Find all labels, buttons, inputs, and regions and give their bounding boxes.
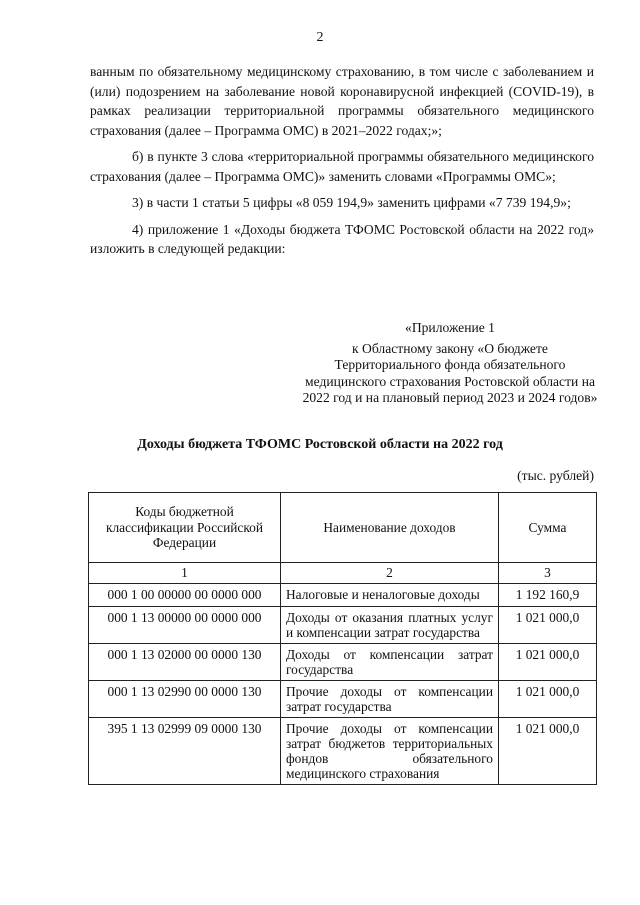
table-row [89, 644, 597, 681]
paragraph-continuation: ванным по обязательному медицинскому страхованию, в том числе с заболеванием и (или) подозрением на заболевание новой коронавирусной инфекцией (COVID-19), в рамках реализации территориальной программы обязательного медицинского страхования (далее – Программа ОМС) в 2021–2022 годах;»; [90, 64, 594, 138]
paragraph-item-3: 3) в части 1 статьи 5 цифры «8 059 194,9» заменить цифрами «7 739 194,9»; [132, 195, 571, 210]
row-sum: 1 192 160,9 [499, 584, 597, 607]
table-units: (тыс. рублей) [517, 468, 594, 483]
page-number: 2 [316, 30, 324, 45]
row-sum: 1 021 000,0 [499, 607, 597, 644]
column-number: 1 [89, 563, 281, 584]
body-text [90, 62, 594, 266]
table-title: Доходы бюджета ТФОМС Ростовской области на 2022 год [137, 437, 503, 452]
row-code: 000 1 13 02990 00 0000 130 [89, 681, 281, 718]
row-code: 395 1 13 02999 09 0000 130 [89, 718, 281, 785]
column-number: 2 [281, 563, 499, 584]
paragraph-item-4: 4) приложение 1 «Доходы бюджета ТФОМС Ростовской области на 2022 год» изложить в следующей редакции: [90, 221, 594, 256]
header-sum: Сумма [499, 493, 597, 563]
row-sum: 1 021 000,0 [499, 644, 597, 681]
row-name: Прочие доходы от компенсации затрат бюджетов территориальных фондов обязательного медицинского страхования [281, 718, 499, 785]
appendix-text: к Областному закону «О бюджете Территориального фонда обязательного медицинского страхования Ростовской области на 2022 год и на плановый период 2023 и 2024 годов» [302, 340, 598, 405]
row-sum: 1 021 000,0 [499, 681, 597, 718]
row-code: 000 1 13 00000 00 0000 000 [89, 607, 281, 644]
table-row [89, 718, 597, 785]
header-name: Наименование доходов [281, 493, 499, 563]
row-name: Доходы от компенсации затрат государства [281, 644, 499, 681]
header-codes: Коды бюджетной классификации Российской Федерации [89, 493, 281, 563]
row-name: Доходы от оказания платных услуг и компенсации затрат государства [281, 607, 499, 644]
paragraph-item-b: б) в пункте 3 слова «территориальной программы обязательного медицинского страхования (далее – Программа ОМС)» заменить словами «Программы ОМС»; [90, 149, 594, 184]
row-name: Прочие доходы от компенсации затрат государства [281, 681, 499, 718]
appendix-block [300, 320, 600, 407]
column-number-row [89, 563, 597, 584]
row-code: 000 1 13 02000 00 0000 130 [89, 644, 281, 681]
column-number: 3 [499, 563, 597, 584]
table-row [89, 681, 597, 718]
row-name: Налоговые и неналоговые доходы [281, 584, 499, 607]
row-sum: 1 021 000,0 [499, 718, 597, 785]
table-row [89, 584, 597, 607]
table-row [89, 607, 597, 644]
table-header-row [89, 493, 597, 563]
row-code: 000 1 00 00000 00 0000 000 [89, 584, 281, 607]
income-table [88, 492, 597, 785]
appendix-heading: «Приложение 1 [405, 320, 495, 335]
